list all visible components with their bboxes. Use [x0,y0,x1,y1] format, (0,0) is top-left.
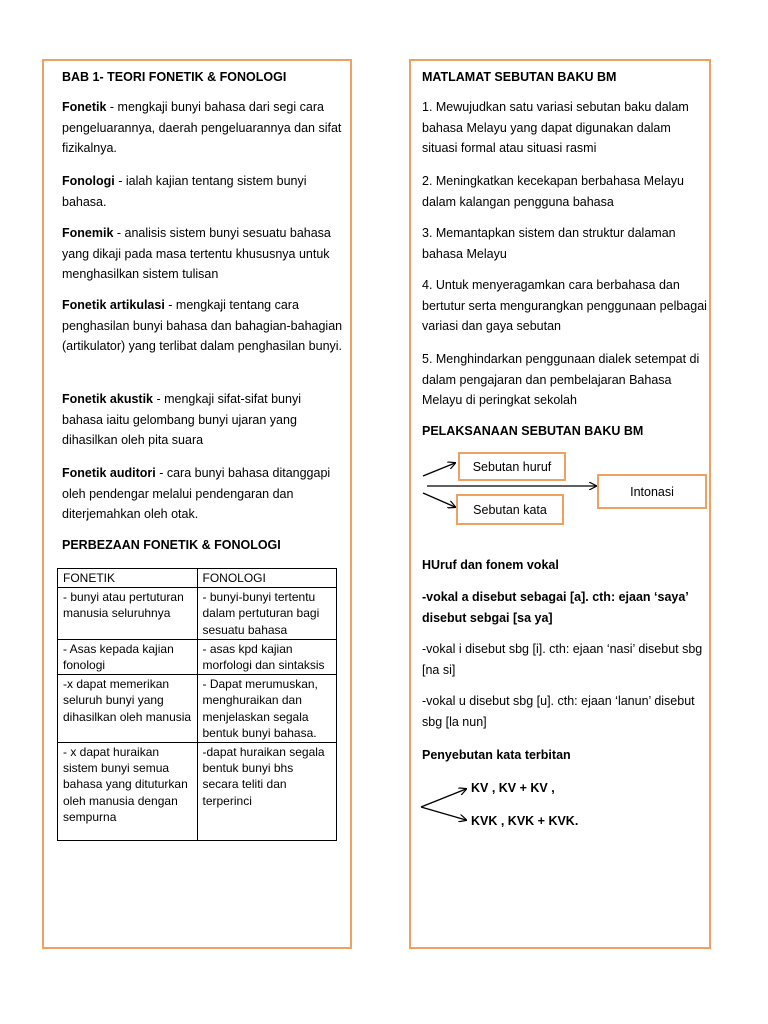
goal-item: 2. Meningkatkan kecekapan berbahasa Melayu dalam kalangan pengguna bahasa [422,174,684,209]
left-title: BAB 1- TEORI FONETIK & FONOLOGI [62,70,287,84]
impl-title: PELAKSANAAN SEBUTAN BAKU BM [422,424,644,438]
terbitan-title: Penyebutan kata terbitan [422,748,571,762]
goal-item: 3. Memantapkan sistem dan struktur dalaman bahasa Melayu [422,226,676,261]
table-cell: -dapat huraikan segala bentuk bunyi bhs secara teliti dan terperinci [197,743,337,841]
def-fonetik-akustik [62,389,344,451]
def-text: - mengkaji sifat-sifat bunyi bahasa iaitu gelombang bunyi ujaran yang dihasilkan oleh pita suara [62,392,301,447]
def-fonemik [62,223,344,285]
table-cell: - x dapat huraikan sistem bunyi semua bahasa yang dituturkan oleh manusia dengan sempurna [58,743,198,841]
def-text: - mengkaji bunyi bahasa dari segi cara pengeluarannya, daerah pengeluarannya dan sifat fizikalnya. [62,100,342,155]
vokal-item: -vokal a disebut sebagai [a]. cth: ejaan ‘saya’ disebut sebgai [sa ya] [422,590,689,625]
def-fonetik-artikulasi [62,295,344,357]
def-term: Fonologi [62,174,115,188]
goal-item: 5. Menghindarkan penggunaan dialek setempat di dalam pengajaran dan pembelajaran Bahasa Melayu di peringkat sekolah [422,352,700,407]
table-cell: - Asas kepada kajian fonologi [58,639,198,674]
def-text: - cara bunyi bahasa ditanggapi oleh pendengar melalui pendengaran dan diterjemahkan oleh otak. [62,466,331,521]
goal-item: 1. Mewujudkan satu variasi sebutan baku dalam bahasa Melayu yang dapat digunakan dalam situasi formal atau situasi rasmi [422,100,689,155]
def-term: Fonetik akustik [62,392,153,406]
table-cell: - asas kpd kajian morfologi dan sintaksis [197,639,337,674]
box-sebutan-kata: Sebutan kata [456,494,564,525]
box-intonasi: Intonasi [597,474,707,509]
def-text: - analisis sistem bunyi sesuatu bahasa yang dikaji pada masa tertentu khususnya untuk menghasilkan sistem tulisan [62,226,331,281]
def-text: - ialah kajian tentang sistem bunyi bahasa. [62,174,307,209]
comparison-table [57,568,337,841]
table-header-row [58,569,337,588]
def-fonetik [62,97,344,159]
def-term: Fonetik [62,100,107,114]
vokal-item: -vokal u disebut sbg [u]. cth: ejaan ‘lanun’ disebut sbg [la nun] [422,694,695,729]
table-cell: -x dapat memerikan seluruh bunyi yang dihasilkan oleh manusia [58,675,198,743]
def-fonologi [62,171,344,212]
terbitan-line: KVK , KVK + KVK. [471,814,579,828]
table-row [58,639,337,674]
table-row [58,743,337,841]
def-fonetik-auditori [62,463,344,525]
def-term: Fonetik artikulasi [62,298,165,312]
vokal-title: HUruf dan fonem vokal [422,558,559,572]
left-panel [42,59,352,949]
def-term: Fonemik [62,226,114,240]
box-sebutan-huruf: Sebutan huruf [458,452,566,481]
vokal-item: -vokal i disebut sbg [i]. cth: ejaan ‘nasi’ disebut sbg [na si] [422,642,703,677]
table-cell: - bunyi-bunyi tertentu dalam pertuturan bagi sesuatu bahasa [197,588,337,640]
table-cell: - Dapat merumuskan, menghuraikan dan menjelaskan segala bentuk bunyi bahasa. [197,675,337,743]
def-text: - mengkaji tentang cara penghasilan bunyi bahasa dan bahagian-bahagian (artikulator) yang terlibat dalam penghasilan bunyi. [62,298,343,353]
table-row [58,675,337,743]
terbitan-line: KV , KV + KV , [471,781,555,795]
col-header-fonologi: FONOLOGI [197,569,337,588]
def-term: Fonetik auditori [62,466,156,480]
col-header-fonetik: FONETIK [58,569,198,588]
right-panel [409,59,711,949]
table-title: PERBEZAAN FONETIK & FONOLOGI [62,538,281,552]
goal-item: 4. Untuk menyeragamkan cara berbahasa dan bertutur serta mengurangkan penggunaan pelbagai variasi dan gaya sebutan [422,278,707,333]
right-title: MATLAMAT SEBUTAN BAKU BM [422,70,617,84]
table-row [58,588,337,640]
table-cell: - bunyi atau pertuturan manusia seluruhnya [58,588,198,640]
